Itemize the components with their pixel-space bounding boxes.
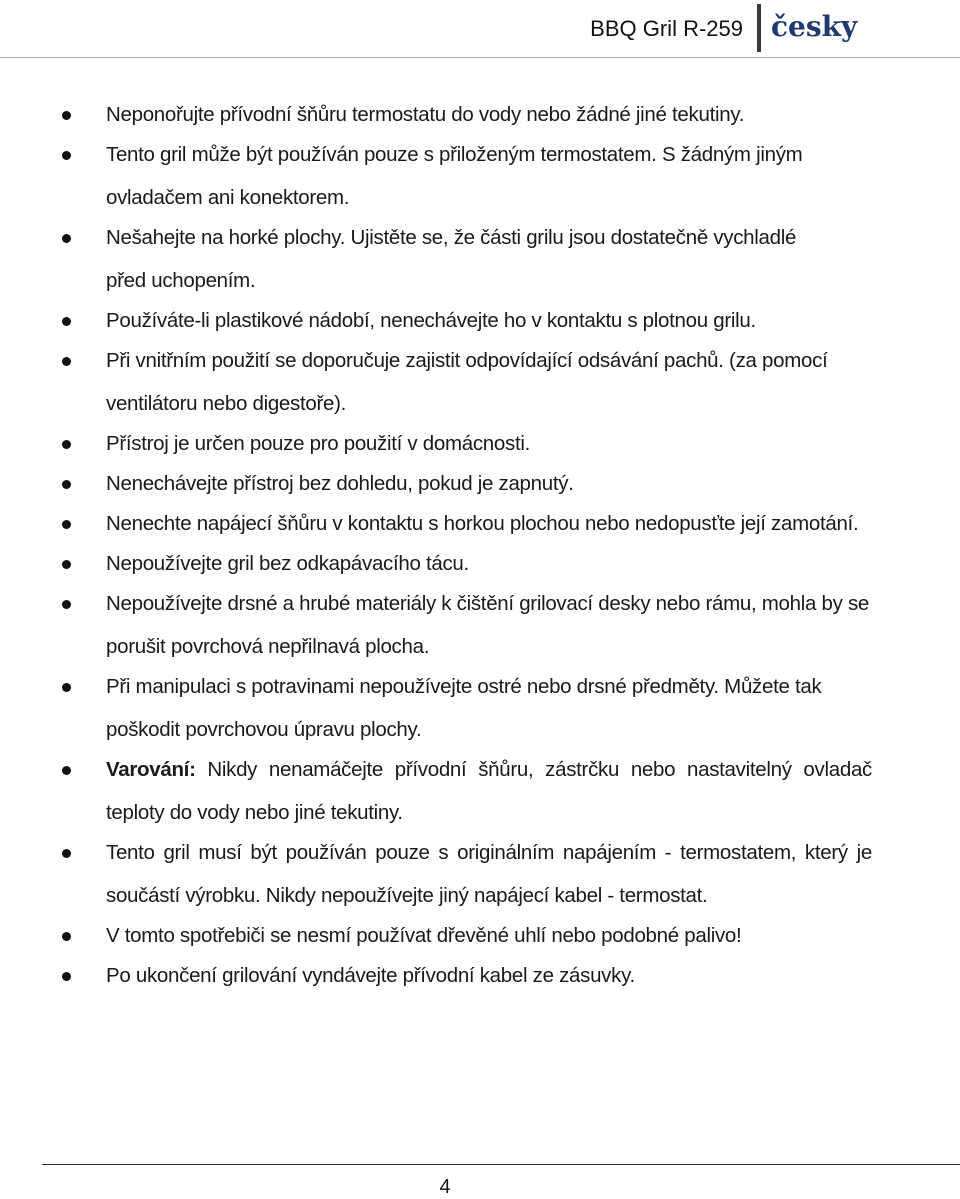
- list-item: [0, 502, 960, 545]
- list-item: [0, 665, 960, 751]
- safety-instructions-list: [0, 93, 960, 997]
- language-label: česky: [771, 10, 858, 43]
- bullet-icon: [62, 600, 71, 609]
- list-item: [0, 542, 960, 585]
- bullet-icon: [62, 234, 71, 243]
- bullet-icon: [62, 520, 71, 529]
- header-separator: [757, 4, 761, 52]
- list-item: [0, 216, 960, 302]
- list-item-text: Při manipulaci s potravinami nepoužívejte ostré nebo drsné předměty. Můžete tak poškodit povrchovou úpravu plochy.: [106, 675, 822, 741]
- list-item-text: Používáte-li plastikové nádobí, nenechávejte ho v kontaktu s plotnou grilu.: [106, 309, 756, 332]
- bullet-icon: [62, 683, 71, 692]
- list-item: [0, 954, 960, 997]
- list-item: [0, 133, 960, 219]
- bullet-icon: [62, 849, 71, 858]
- bullet-icon: [62, 480, 71, 489]
- bullet-icon: [62, 932, 71, 941]
- list-item: [0, 831, 960, 917]
- footer-divider: [42, 1164, 960, 1165]
- list-item-text: V tomto spotřebiči se nesmí používat dřevěné uhlí nebo podobné palivo!: [106, 924, 742, 947]
- bullet-icon: [62, 357, 71, 366]
- list-item-text: Tento gril musí být používán pouze s originálním napájením - termostatem, který je součástí výrobku. Nikdy nepoužívejte jiný napájecí kabel - termostat.: [106, 841, 872, 907]
- header-divider: [0, 57, 960, 58]
- bullet-icon: [62, 560, 71, 569]
- list-item-text: Nenechte napájecí šňůru v kontaktu s horkou plochou nebo nedopusťte její zamotání.: [106, 512, 859, 535]
- list-item: [0, 339, 960, 425]
- bullet-icon: [62, 766, 71, 775]
- page-header: [0, 0, 960, 58]
- list-item-text: Nepoužívejte gril bez odkapávacího tácu.: [106, 552, 469, 575]
- list-item: [0, 93, 960, 136]
- list-item: [0, 299, 960, 342]
- list-item-text: Při vnitřním použití se doporučuje zajistit odpovídající odsávání pachů. (za pomocí ventilátoru nebo digestoře).: [106, 349, 828, 415]
- bullet-icon: [62, 151, 71, 160]
- list-item-text: Nenechávejte přístroj bez dohledu, pokud je zapnutý.: [106, 472, 574, 495]
- list-item-text: Tento gril může být používán pouze s přiloženým termostatem. S žádným jiným ovladačem ani konektorem.: [106, 143, 803, 209]
- list-item-text: Po ukončení grilování vyndávejte přívodní kabel ze zásuvky.: [106, 964, 635, 987]
- list-item: [0, 914, 960, 957]
- list-item-text: Přístroj je určen pouze pro použití v domácnosti.: [106, 432, 530, 455]
- list-item-text: Neponořujte přívodní šňůru termostatu do vody nebo žádné jiné tekutiny.: [106, 103, 745, 126]
- list-item-warning: [0, 748, 960, 834]
- list-item: [0, 582, 960, 668]
- document-title: BBQ Gril R-259: [590, 16, 743, 41]
- bullet-icon: [62, 972, 71, 981]
- bullet-icon: [62, 317, 71, 326]
- page-number: 4: [439, 1176, 451, 1198]
- bullet-icon: [62, 440, 71, 449]
- list-item-text: Nepoužívejte drsné a hrubé materiály k čištění grilovací desky nebo rámu, mohla by se porušit povrchová nepřilnavá plocha.: [106, 592, 870, 658]
- list-item: [0, 422, 960, 465]
- warning-label: Varování:: [106, 758, 196, 781]
- list-item-text: Nešahejte na horké plochy. Ujistěte se, že části grilu jsou dostatečně vychladlé před uchopením.: [106, 226, 797, 292]
- list-item: [0, 462, 960, 505]
- bullet-icon: [62, 111, 71, 120]
- list-item-text: Nikdy nenamáčejte přívodní šňůru, zástrčku nebo nastavitelný ovladač teploty do vody nebo jiné tekutiny.: [106, 758, 872, 824]
